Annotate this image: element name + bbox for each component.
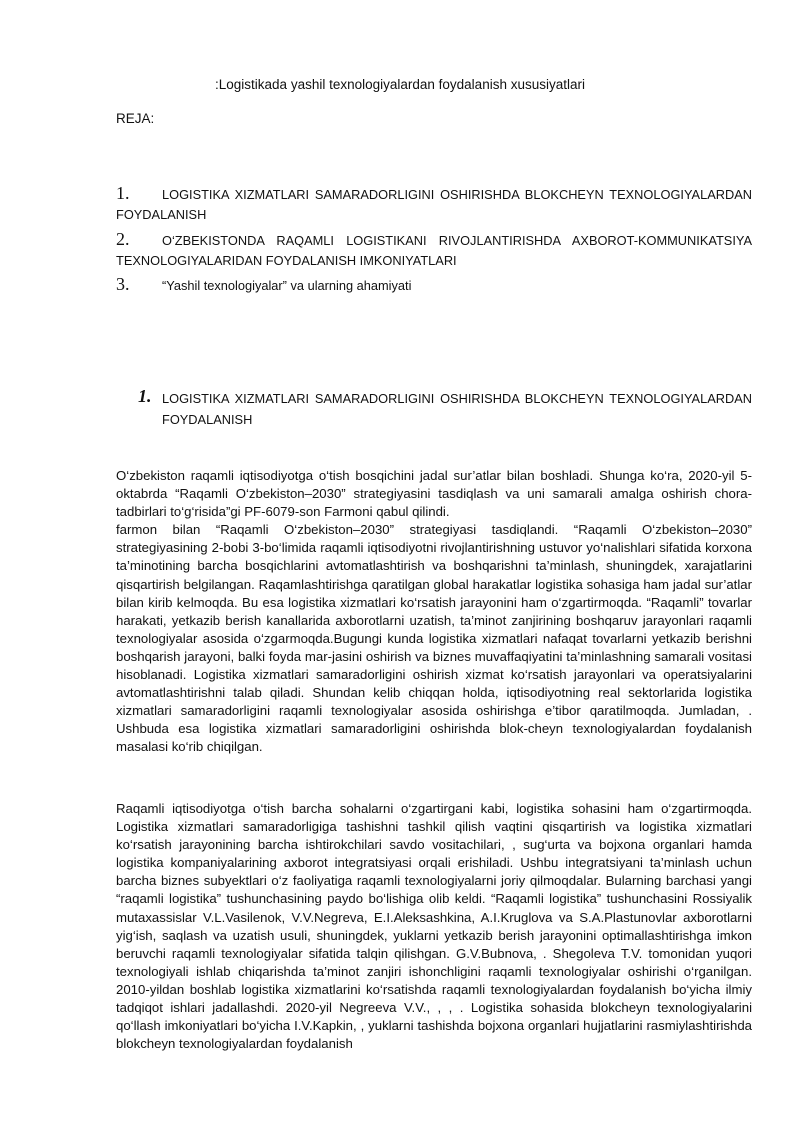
plan-item-text: “Yashil texnologiyalar” va ularning ahamiyati [162, 278, 412, 293]
plan-item [116, 183, 752, 225]
plan-item [116, 274, 752, 296]
paragraph-text: O‘zbekiston raqamli iqtisodiyotga o‘tish bosqichini jadal sur’atlar bilan boshladi. Shunga ko‘ra, 2020-yil 5-oktabrda “Raqamli O‘zbekiston–2030” strategiyasini tasdiqlash va uni samarali amalga oshirish chora-tadbirlari to‘g‘risida”gi PF-6079-son Farmoni qabul qilindi. [116, 468, 752, 520]
section-number: 1. [138, 386, 152, 406]
section-heading [138, 388, 752, 430]
document-title: :Logistikada yashil texnologiyalardan foydalanish xususiyatlari [215, 77, 585, 92]
paragraph-text: Raqamli iqtisodiyotga o‘tish barcha sohalarni o‘zgartirgani kabi, logistika sohasini ham o‘zgartirmoqda. Logistika xizmatlari samaradorligiga tashishni tashkil qilish vaqtini qisqartirish va logistika xizmatlari ko‘rsatish jarayonining barcha ishtirokchilari savdo vositachilari, , sug‘urta va bojxona organlari hamda logistika kompaniyalarining axborot integratsiyasi orqali erishiladi. Ushbu integratsiyani ta’minlash uchun barcha biznes subyektlari o‘z faoliyatiga raqamli texnologiyalarni joriy qilmoqdalar. Bularning barchasi yangi “raqamli logistika” tushunchasining paydo bo‘lishiga olib keldi. “Raqamli logistika” tushunchasini Rossiyalik mutaxassislar V.L.Vasilenok, V.V.Negreva, E.I.Aleksashkina, A.I.Kruglova va S.A.Plastunovlar axborotlarni yig‘ish, saqlash va uzatish usuli, shuningdek, yuklarni yetkazib berish jarayonini optimallashtirishga imkon beruvchi raqamli texnologiyalar sifatida talqin qilishgan. G.V.Bubnova, . Shegoleva T.V. tomonidan yuqori texnologiyali ishlab chiqarishda ta’minot zanjiri ishonchligini raqamli texnologiyalar oshirishi o‘rganilgan. 2010-yildan boshlab logistika xizmatlarini ko‘rsatishda raqamli texnologiyalardan foydalanish bo‘yicha ilmiy tadqiqot ishlari jadallashdi. 2020-yil Negreeva V.V., , , . Logistika sohasida blokcheyn texnologiyalarini qo‘llash imkoniyatlari bo‘yicha I.V.Kapkin, , yuklarni tashishda bojxona organlari hujjatlarini rasmiylashtirishda blokcheyn texnologiyalardan foydalanish [116, 801, 752, 1052]
section-heading-text: LOGISTIKA XIZMATLARI SAMARADORLIGINI OSHIRISHDA BLOKCHEYN TEXNOLOGIYALARDAN FOYDALANISH [162, 391, 752, 427]
body-paragraph [116, 800, 752, 1053]
plan-item-text: O‘ZBEKISTONDA RAQAMLI LOGISTIKANI RIVOJLANTIRISHDA AXBOROT-KOMMUNIKATSIYA TEXNOLOGIYALARIDAN FOYDALANISH IMKONIYATLARI [116, 233, 752, 268]
plan-item-number: 2. [116, 229, 130, 249]
plan-item-number: 3. [116, 274, 130, 294]
paragraph-text: farmon bilan “Raqamli O‘zbekiston–2030” strategiyasi tasdiqlandi. “Raqamli O‘zbekiston–2030” strategiyasining 2-bobi 3-bo‘limida raqamli iqtisodiyotni rivojlantirishning ustuvor yo‘nalishlari sifatida korxona ta’minotining barcha bosqichlarini avtomatlashtirish va boshqarishni ta’minlash, shuningdek, xarajatlarini qisqartirish belgilangan. Raqamlashtirishga qaratilgan global harakatlar logistika sohasiga ham jadal sur’atlar bilan kirib kelmoqda. Bu esa logistika xizmatlari ko‘rsatish jarayonini ham o‘zgartirmoqda. “Raqamli” tovarlar harakati, yetkazib berish kanallarida axborotlarni uzatish, ta’minot zanjirining boshqaruv jarayonlari raqamli texnologiyalar asosida o‘zgarmoqda.Bugungi kunda logistika xizmatlari nafaqat tovarlarni yetkazib berishni boshqarish jarayoni, balki foyda mar-jasini oshirish va biznes muvaffaqiyatini ta’minlashning samarali vositasi hisoblanadi. Logistika xizmatlari samaradorligini oshirish xizmat ko‘rsatish jarayonlari va operatsiyalarini avtomatlashtirishni talab qiladi. Shundan kelib chiqqan holda, iqtisodiyotning real sektorlarida logistika xizmatlari samaradorligini raqamli texnologiyalar asosida oshirishga e’tibor qaratilmoqda. Jumladan, . Ushbuda esa logistika xizmatlari samaradorligini oshirishda blok-cheyn texnologiyalardan foydalanish masalasi ko‘rib chiqilgan. [116, 522, 752, 755]
body-paragraph [116, 467, 752, 757]
plan-item [116, 229, 752, 271]
plan-item-number: 1. [116, 183, 130, 203]
plan-item-text: LOGISTIKA XIZMATLARI SAMARADORLIGINI OSHIRISHDA BLOKCHEYN TEXNOLOGIYALARDAN FOYDALANISH [116, 187, 752, 222]
plan-label: REJA: [116, 111, 155, 126]
